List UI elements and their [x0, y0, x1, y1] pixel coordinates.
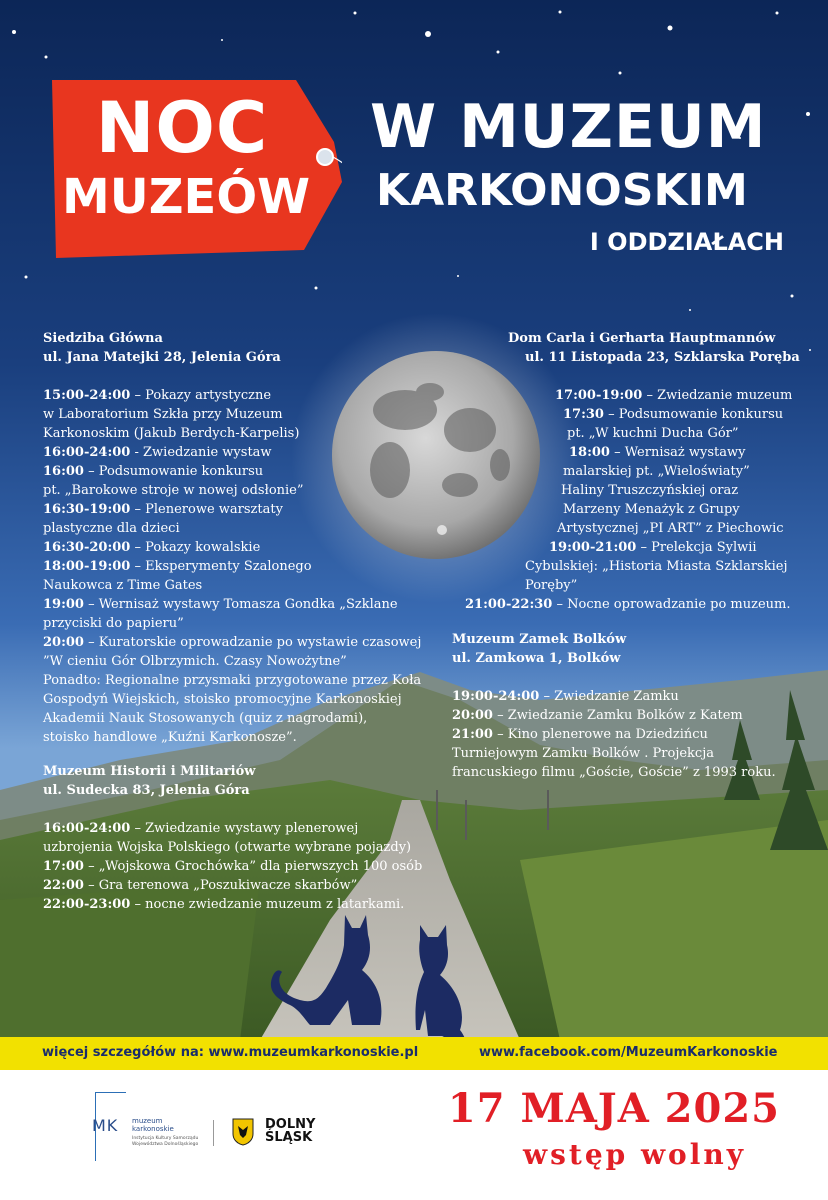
event-text: – Pokazy kowalskie [130, 540, 261, 555]
event-line [43, 876, 433, 895]
event-time: 20:00 [43, 635, 84, 650]
event-line [455, 519, 795, 538]
venue-hauptmann [455, 329, 800, 614]
venue-name: Dom Carla i Gerharta Hauptmannów [508, 331, 776, 346]
event-line [43, 671, 433, 690]
event-line [43, 443, 433, 462]
event-line [455, 538, 795, 557]
event-time: 21:00 [452, 727, 493, 742]
event-time: 21:00-22:30 [465, 597, 553, 612]
event-text: stoisko handlowe „Kuźni Karkonosze”. [43, 730, 297, 745]
mk-logo-subtitle: Instytucja Kultury Samorządu Województwa Dolnośląskiego [132, 1136, 199, 1147]
venue-address: ul. Sudecka 83, Jelenia Góra [43, 783, 250, 798]
event-text: Karkonoskim (Jakub Berdych-Karpelis) [43, 426, 300, 441]
event-text: – Podsumowanie konkursu [83, 464, 264, 479]
event-text: – Podsumowanie konkursu [603, 407, 784, 422]
event-time: 22:00-23:00 [43, 897, 131, 912]
event-text: – Zwiedzanie Zamku Bolków z Katem [492, 708, 743, 723]
website-link[interactable]: więcej szczegółów na: www.muzeumkarkonoskie.pl [42, 1045, 419, 1060]
tag-noc: NOC [95, 87, 269, 169]
facebook-link[interactable]: www.facebook.com/MuzeumKarkonoskie [479, 1045, 778, 1060]
venue-name: Muzeum Zamek Bolków [452, 632, 627, 647]
event-text: – Wernisaż wystawy Tomasza Gondka „Szklane [83, 597, 398, 612]
event-text: – Pokazy artystyczne [130, 388, 272, 403]
event-text: Haliny Truszczyńskiej oraz [561, 483, 739, 498]
links-bar [0, 1037, 828, 1070]
event-time: 22:00 [43, 878, 84, 893]
event-time: 19:00-24:00 [452, 689, 540, 704]
event-text: przyciski do papieru” [43, 616, 184, 631]
event-list [43, 819, 433, 914]
event-line [43, 557, 433, 576]
event-time: 20:00 [452, 708, 493, 723]
event-line [455, 576, 795, 595]
event-time: 18:00-19:00 [43, 559, 131, 574]
mk-name-line1: muzeum [132, 1117, 163, 1125]
event-line [455, 595, 795, 614]
mk-logo: MK [92, 1116, 119, 1135]
event-line [43, 652, 433, 671]
event-line [455, 386, 795, 405]
event-line [43, 500, 433, 519]
event-line [452, 744, 792, 763]
event-text: – Zwiedzanie Zamku [539, 689, 679, 704]
event-text: ”W cieniu Gór Olbrzymich. Czasy Nowożytne” [43, 654, 347, 669]
mk-logo-name [132, 1117, 174, 1133]
event-text: Cybulskiej: „Historia Miasta Szklarskiej [525, 559, 788, 574]
ds-line2: ŚLĄSK [265, 1130, 313, 1145]
event-text: francuskiego filmu „Goście, Goście” z 1993 roku. [452, 765, 776, 780]
venue-siedziba [43, 329, 433, 747]
event-line [43, 614, 433, 633]
venue-address: ul. Jana Matejki 28, Jelenia Góra [43, 350, 281, 365]
event-line [43, 895, 433, 914]
event-text: – Eksperymenty Szalonego [130, 559, 312, 574]
dolny-slask-shield-icon [232, 1118, 254, 1146]
dolny-slask-logo [265, 1118, 315, 1144]
event-text: – Prelekcja Sylwii [636, 540, 757, 555]
event-text: pt. „Barokowe stroje w nowej odsłonie” [43, 483, 304, 498]
event-text: – Zwiedzanie wystawy plenerowej [130, 821, 359, 836]
event-text: – Kuratorskie oprowadzanie po wystawie czasowej [83, 635, 422, 650]
event-line [43, 424, 433, 443]
event-text: – nocne zwiedzanie muzeum z latarkami. [130, 897, 405, 912]
event-time: 19:00-21:00 [549, 540, 637, 555]
venue-militaria [43, 762, 433, 914]
event-text: Naukowca z Time Gates [43, 578, 203, 593]
event-line [455, 481, 795, 500]
event-date: 17 MAJA 2025 [447, 1085, 780, 1132]
event-text: Ponadto: Regionalne przysmaki przygotowane przez Koła [43, 673, 422, 688]
title-line2: KARKONOSKIM [376, 165, 748, 216]
event-text: Akademii Nauk Stosowanych (quiz z nagrodami), [43, 711, 368, 726]
event-line [455, 424, 795, 443]
event-text: – Nocne oprowadzanie po muzeum. [552, 597, 791, 612]
title-line3: I ODDZIAŁACH [589, 228, 784, 256]
event-list [455, 386, 795, 614]
event-text: Artystycznej „PI ART” z Piechowic [557, 521, 784, 536]
event-text: – Kino plenerowe na Dziedzińcu [492, 727, 708, 742]
event-line [452, 687, 792, 706]
event-line [43, 709, 433, 728]
event-text: – Plenerowe warsztaty [130, 502, 283, 517]
event-list [452, 687, 792, 782]
event-text: w Laboratorium Szkła przy Muzeum [43, 407, 283, 422]
ds-line1: DOLNY [265, 1117, 316, 1132]
entry-info: wstęp wolny [523, 1138, 746, 1171]
event-text: – „Wojskowa Grochówka” dla pierwszych 100 osób [83, 859, 423, 874]
event-time: 15:00-24:00 [43, 388, 131, 403]
event-text: Marzeny Menażyk z Grupy [563, 502, 740, 517]
event-line [43, 595, 433, 614]
event-list [43, 386, 433, 747]
logo-divider [213, 1120, 214, 1146]
event-line [43, 481, 433, 500]
event-text: malarskiej pt. „Wieloświaty” [563, 464, 750, 479]
venue-bolkow [452, 630, 792, 782]
event-text: Gospodyń Wiejskich, stoisko promocyjne Karkonoskiej [43, 692, 402, 707]
event-line [43, 576, 433, 595]
event-text: pt. „W kuchni Ducha Gór” [567, 426, 739, 441]
event-line [43, 728, 433, 747]
event-text: Turniejowym Zamku Bolków . Projekcja [452, 746, 714, 761]
event-time: 16:30-20:00 [43, 540, 131, 555]
event-time: 17:00 [43, 859, 84, 874]
event-time: 19:00 [43, 597, 84, 612]
event-time: 16:00-24:00 [43, 821, 131, 836]
event-line [452, 763, 792, 782]
event-text: – Zwiedzanie muzeum [642, 388, 793, 403]
venue-name: Muzeum Historii i Militariów [43, 764, 256, 779]
event-time: 16:30-19:00 [43, 502, 131, 517]
tag-muzeow: MUZEÓW [62, 169, 311, 225]
event-time: 18:00 [569, 445, 610, 460]
venue-name: Siedziba Główna [43, 331, 163, 346]
event-line [43, 462, 433, 481]
event-line [43, 838, 433, 857]
event-line [43, 519, 433, 538]
mk-name-line2: karkonoskie [132, 1125, 174, 1133]
event-line [43, 538, 433, 557]
event-line [455, 443, 795, 462]
event-time: 17:00-19:00 [555, 388, 643, 403]
title-line1: W MUZEUM [370, 92, 767, 162]
event-text: plastyczne dla dzieci [43, 521, 180, 536]
venue-address: ul. 11 Listopada 23, Szklarska Poręba [525, 350, 800, 365]
event-text: – Wernisaż wystawy [609, 445, 746, 460]
event-time: 16:00-24:00 [43, 445, 131, 460]
event-time: 16:00 [43, 464, 84, 479]
event-line [43, 819, 433, 838]
event-line [455, 462, 795, 481]
event-line [43, 405, 433, 424]
event-text: uzbrojenia Wojska Polskiego (otwarte wybrane pojazdy) [43, 840, 412, 855]
event-line [43, 386, 433, 405]
event-time: 17:30 [563, 407, 604, 422]
event-line [452, 706, 792, 725]
event-line [455, 500, 795, 519]
venue-address: ul. Zamkowa 1, Bolków [452, 651, 621, 666]
event-line [43, 857, 433, 876]
event-line [43, 690, 433, 709]
event-line [43, 633, 433, 652]
event-text: – Gra terenowa „Poszukiwacze skarbów” [83, 878, 358, 893]
event-text: - Zwiedzanie wystaw [130, 445, 272, 460]
event-line [455, 557, 795, 576]
event-line [455, 405, 795, 424]
event-text: Poręby” [525, 578, 578, 593]
event-line [452, 725, 792, 744]
